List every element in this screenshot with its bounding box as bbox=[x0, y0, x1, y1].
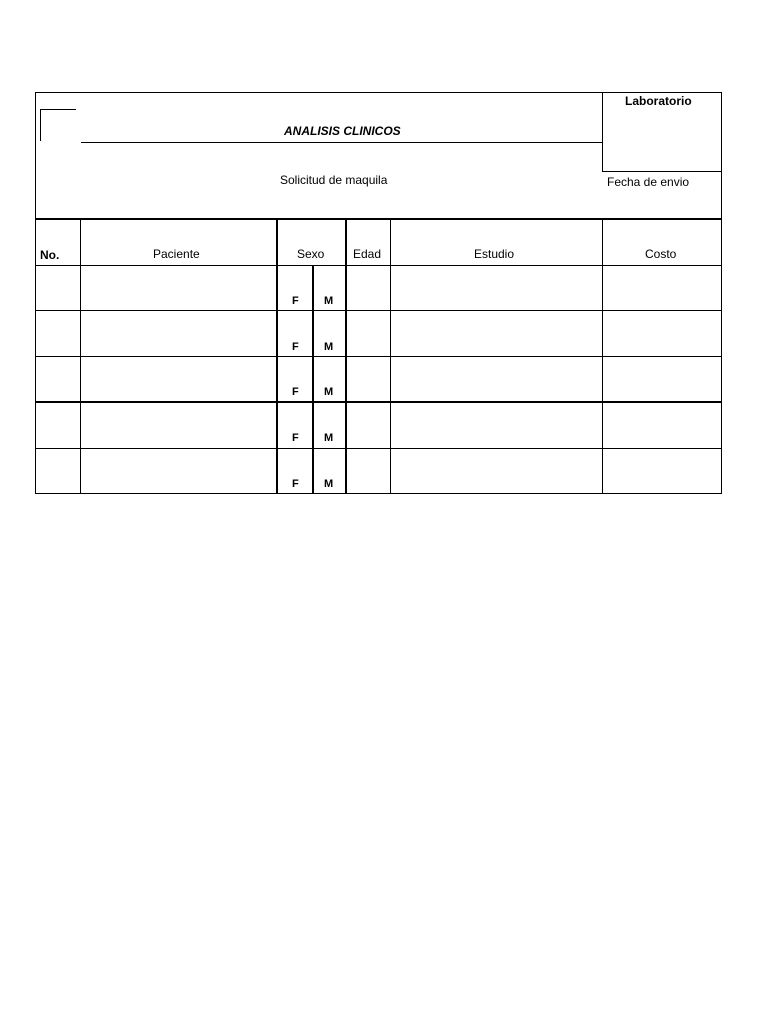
col-header-sex: Sexo bbox=[297, 247, 325, 261]
title-underline bbox=[81, 142, 602, 143]
header-border-top bbox=[35, 92, 722, 93]
sex-option-female[interactable]: F bbox=[292, 341, 299, 353]
row-line-5 bbox=[35, 448, 722, 449]
col-header-age: Edad bbox=[353, 247, 382, 261]
sex-option-male[interactable]: M bbox=[324, 341, 334, 353]
sex-option-female[interactable]: F bbox=[292, 295, 299, 307]
date-label: Fecha de envio bbox=[607, 175, 690, 189]
header-border-left bbox=[35, 92, 36, 494]
logo-corner-left bbox=[40, 109, 41, 141]
col-header-patient: Paciente bbox=[153, 247, 200, 261]
row-line-4 bbox=[35, 401, 722, 403]
form-title: ANALISIS CLINICOS bbox=[284, 124, 401, 138]
sex-option-male[interactable]: M bbox=[324, 295, 334, 307]
lab-box-left bbox=[602, 92, 603, 172]
sex-option-female[interactable]: F bbox=[292, 386, 299, 398]
form-subtitle: Solicitud de maquila bbox=[280, 173, 388, 187]
col-header-study: Estudio bbox=[474, 247, 515, 261]
sex-option-male[interactable]: M bbox=[324, 432, 334, 444]
lab-box-bottom bbox=[602, 171, 722, 172]
table-top-border bbox=[35, 218, 722, 220]
divider-sex-fm bbox=[312, 265, 314, 494]
header-border-right bbox=[721, 92, 722, 494]
sex-option-female[interactable]: F bbox=[292, 478, 299, 490]
row-line-1 bbox=[35, 265, 722, 266]
col-header-cost: Costo bbox=[645, 247, 677, 261]
logo-corner-top bbox=[40, 109, 76, 110]
sex-option-male[interactable]: M bbox=[324, 386, 334, 398]
lab-label: Laboratorio bbox=[625, 94, 692, 108]
table-bottom-border bbox=[35, 493, 722, 494]
row-line-2 bbox=[35, 310, 722, 311]
col-header-no: No. bbox=[40, 248, 60, 262]
sex-option-male[interactable]: M bbox=[324, 478, 334, 490]
row-line-3 bbox=[35, 356, 722, 357]
sex-option-female[interactable]: F bbox=[292, 432, 299, 444]
